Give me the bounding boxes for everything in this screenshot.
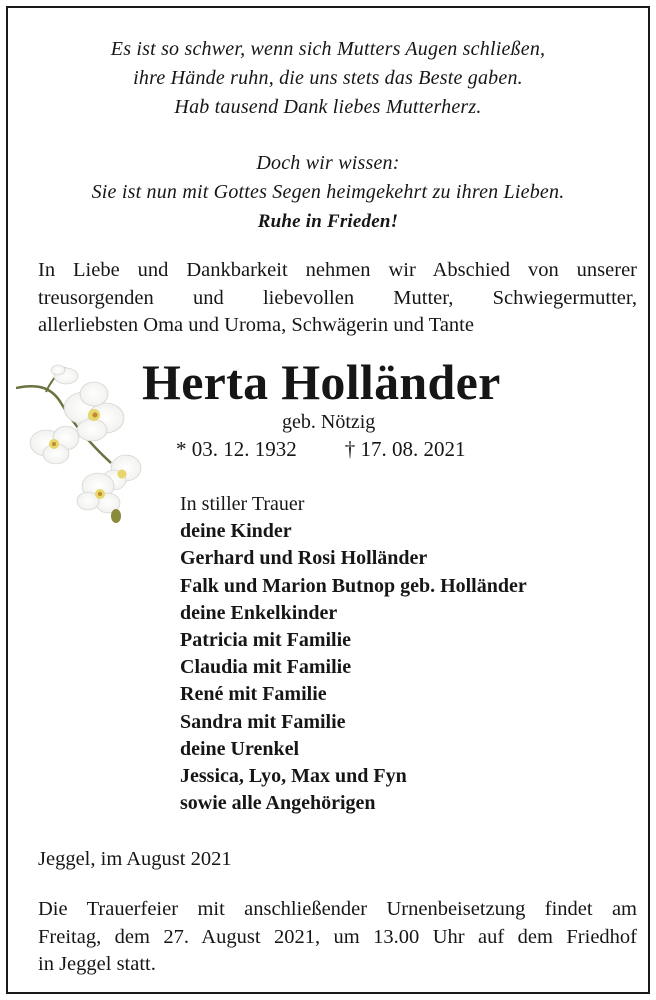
mourner-line: Patricia mit Familie xyxy=(180,629,352,652)
deceased-name: Herta Holländer xyxy=(142,354,501,410)
mourner-line: Jessica, Lyo, Max und Fyn xyxy=(180,765,407,788)
mourner-line: sowie alle Angehörigen xyxy=(180,792,376,815)
poem-line: Sie ist nun mit Gottes Segen heimgekehrt zu ihren Lieben. xyxy=(91,181,565,203)
mourner-line: Claudia mit Familie xyxy=(180,656,352,679)
funeral-line: Die Trauerfeier mit anschließender Urnenbeisetzung findet am xyxy=(38,898,637,920)
poem-line: Es ist so schwer, wenn sich Mutters Augen schließen, xyxy=(110,38,546,60)
mourner-line: Falk und Marion Butnop geb. Holländer xyxy=(180,574,527,597)
mourner-line: Sandra mit Familie xyxy=(180,710,346,733)
mourner-line: René mit Familie xyxy=(180,683,327,706)
poem-closing: Ruhe in Frieden! xyxy=(257,211,399,232)
funeral-notice xyxy=(38,896,637,979)
mourner-line: Gerhard und Rosi Holländer xyxy=(180,547,428,570)
intro-line: allerliebsten Oma und Uroma, Schwägerin und Tante xyxy=(38,314,474,336)
mourners-heading: In stiller Trauer xyxy=(180,493,305,515)
funeral-line: in Jeggel statt. xyxy=(38,953,156,975)
poem-line: Hab tausend Dank liebes Mutterherz. xyxy=(174,96,482,118)
intro-line: In Liebe und Dankbarkeit nehmen wir Abschied von unserer xyxy=(38,259,637,281)
mourner-line: deine Enkelkinder xyxy=(180,601,338,624)
poem-top xyxy=(16,35,640,122)
place-and-date: Jeggel, im August 2021 xyxy=(38,848,232,870)
poem-line: ihre Hände ruhn, die uns stets das Beste gaben. xyxy=(133,67,523,89)
white-orchid-icon xyxy=(16,358,146,528)
poem-line: Doch wir wissen: xyxy=(256,152,400,174)
life-dates xyxy=(176,435,466,463)
mourner-line: deine Kinder xyxy=(180,520,292,543)
mourner-line: deine Urenkel xyxy=(180,737,300,760)
death-date: † 17. 08. 2021 xyxy=(344,437,466,461)
mourners-list xyxy=(180,491,527,817)
birth-name: geb. Nötzig xyxy=(282,411,376,433)
intro-line: treusorgenden und liebevollen Mutter, Schwiegermutter, xyxy=(38,286,637,309)
obituary-frame xyxy=(6,6,650,994)
funeral-line: Freitag, dem 27. August 2021, um 13.00 Uhr auf dem Friedhof xyxy=(38,925,637,948)
birth-date: * 03. 12. 1932 xyxy=(176,437,297,461)
intro-text xyxy=(38,257,637,340)
poem-bottom xyxy=(16,149,640,236)
